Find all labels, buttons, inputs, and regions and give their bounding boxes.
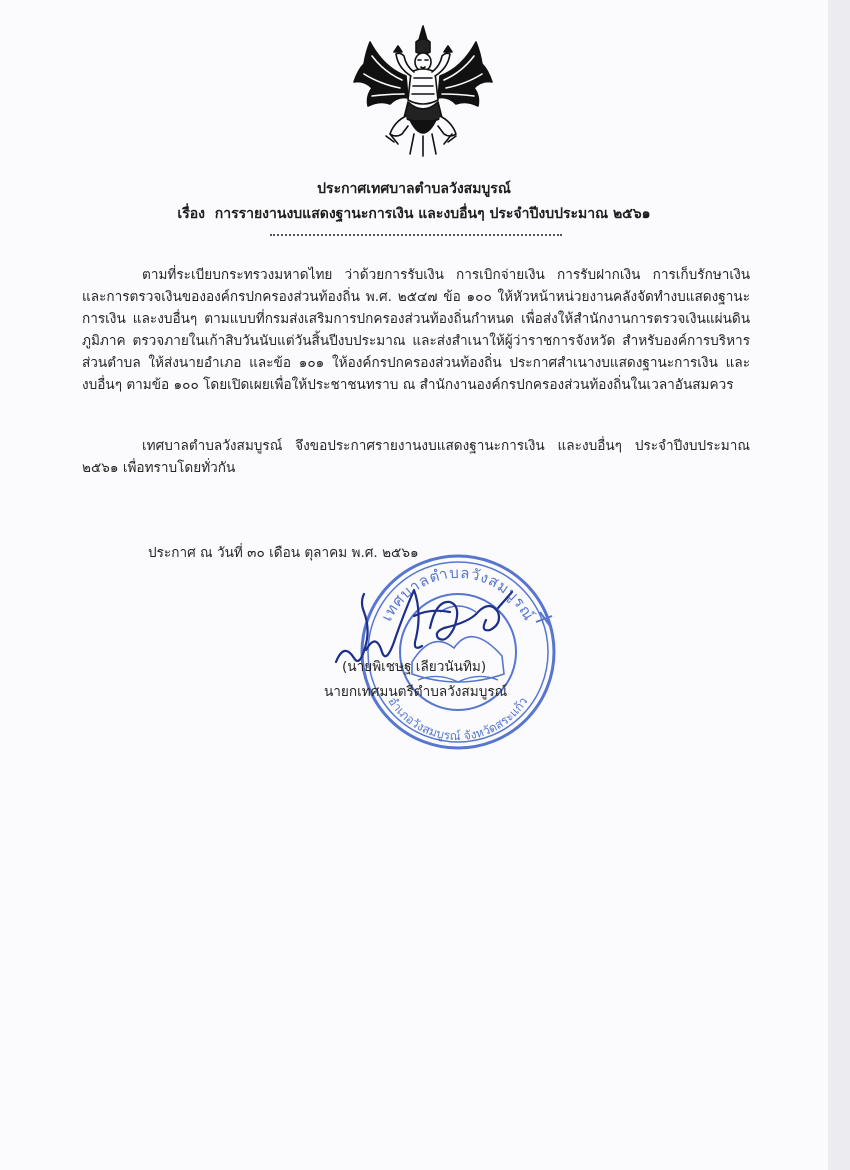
paragraph-1-line: และการตรวจเงินขององค์กรปกครองส่วนท้องถิ่น พ.ศ. ๒๕๔๗ ข้อ ๑๐๐ ให้หัวหน้าหน่วยงานคลังจัดทำงบแสดงฐานะ [82,289,750,305]
subject-line [0,203,828,225]
subject-text: การรายงานงบแสดงฐานะการเงิน และงบอื่นๆ ประจำปีงบประมาณ ๒๕๖๑ [214,206,651,222]
page-edge [828,0,850,1170]
svg-text:อำเภอวังสมบูรณ์ จังหวัดสระแก้ว: อำเภอวังสมบูรณ์ จังหวัดสระแก้ว [385,694,531,744]
paragraph-1-line: ภูมิภาค ตรวจภายในเก้าสิบวันนับแต่วันสิ้นปีงบประมาณ และส่งสำเนาให้ผู้ว่าราชการจังหวัด สำหรับองค์การบริหาร [82,333,750,349]
signer-position: นายกเทศมนตรีตำบลวังสมบูรณ์ [324,684,508,700]
paragraph-1 [82,264,750,396]
paragraph-1-line: การเงิน และงบอื่นๆ ตามแบบที่กรมส่งเสริมการปกครองส่วนท้องถิ่นกำหนด เพื่อส่งให้สำนักงานการตรวจเงินแผ่นดิน [82,311,750,327]
paragraph-1-line: ตามที่ระเบียบกระทรวงมหาดไทย ว่าด้วยการรับเงิน การเบิกจ่ายเงิน การรับฝากเงิน การเก็บรักษาเงิน [142,267,750,283]
paragraph-2 [82,435,750,479]
announcement-title: ประกาศเทศบาลตำบลวังสมบูรณ์ [317,181,511,197]
paragraph-1-line: งบอื่นๆ ตามข้อ ๑๐๐ โดยเปิดเผยเพื่อให้ประชาชนทราบ ณ สำนักงานองค์กรปกครองส่วนท้องถิ่นในเวลาอันสมควร [82,377,734,393]
svg-text:เทศบาลตำบลวังสมบูรณ์: เทศบาลตำบลวังสมบูรณ์ [377,563,539,625]
announcement-date: ประกาศ ณ วันที่ ๓๐ เดือน ตุลาคม พ.ศ. ๒๕๖๑ [148,545,419,561]
signer-name: (นายพิเชษฐ เลียวนันทิม) [342,659,487,675]
paragraph-1-line: ส่วนตำบล ให้ส่งนายอำเภอ และข้อ ๑๐๑ ให้องค์กรปกครองส่วนท้องถิ่น ประกาศสำเนางบแสดงฐานะการเงิน และ [82,355,750,371]
subject-label: เรื่อง [177,206,205,222]
title-separator [270,234,562,236]
paragraph-2-line: ๒๕๖๑ เพื่อทราบโดยทั่วกัน [82,460,236,476]
paragraph-2-line: เทศบาลตำบลวังสมบูรณ์ จึงขอประกาศรายงานงบแสดงฐานะการเงิน และงบอื่นๆ ประจำปีงบประมาณ [142,438,750,454]
garuda-emblem-icon [350,22,496,158]
